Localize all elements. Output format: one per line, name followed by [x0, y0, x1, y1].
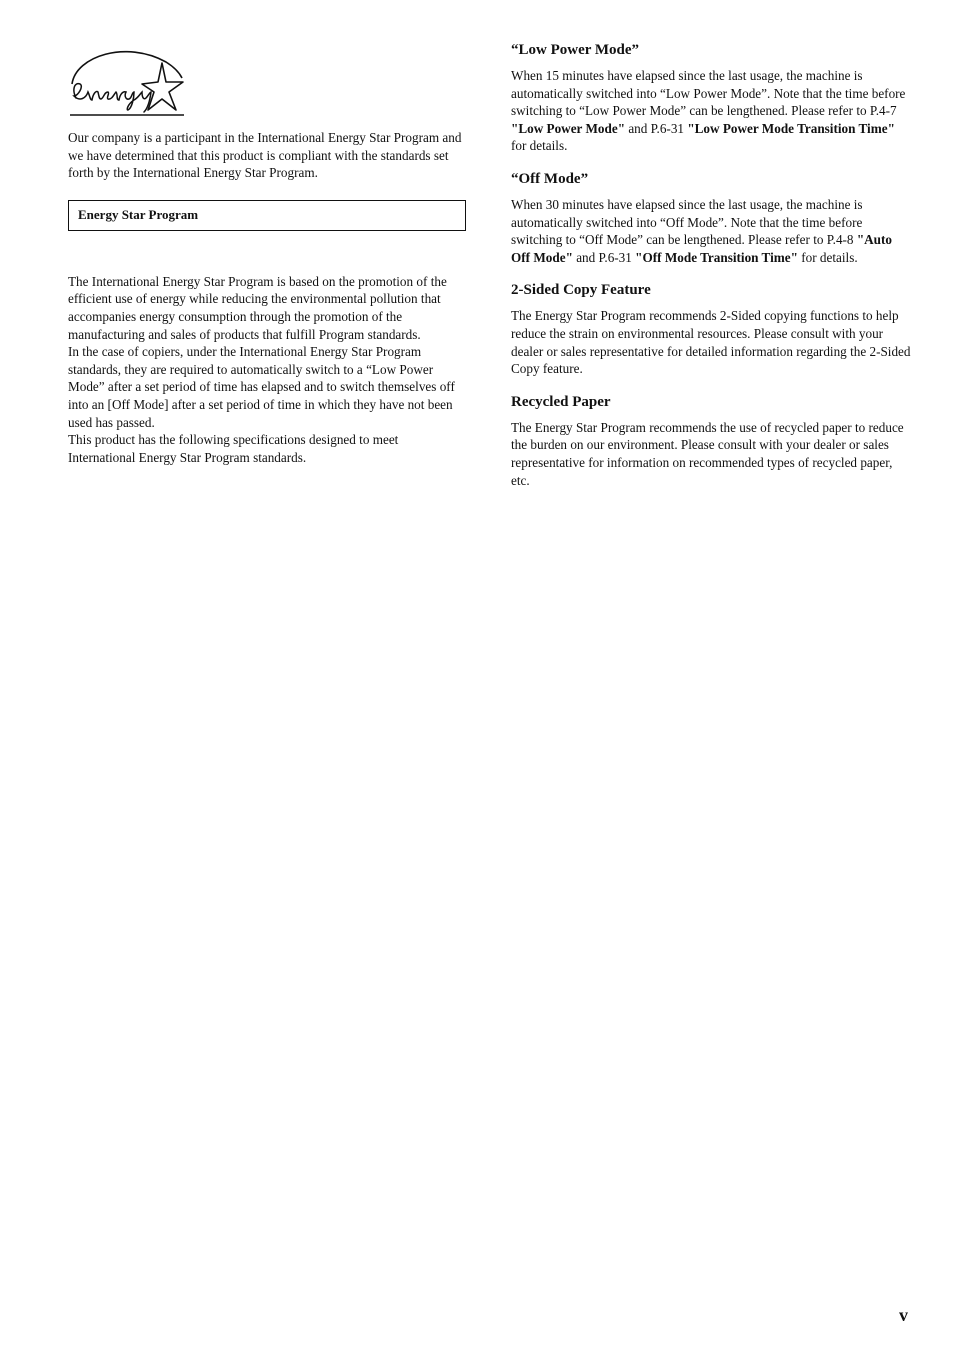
- section-paragraph: [511, 196, 911, 266]
- text-segment: When 30 minutes have elapsed since the last usage, the machine is automatically switched into “Off Mode”. Note that the time before switching to “Off Mode” can be lengthened. Please refer to P.4-8: [511, 196, 863, 248]
- energy-star-program-box: [68, 200, 466, 231]
- energy-star-program-title: Energy Star Program: [78, 206, 199, 222]
- program-paragraph: In the case of copiers, under the International Energy Star Program standards, they are required to automatically switch to a “Low Power Mode” after a set period of time has elapsed and to switch themselves off into an [Off Mode] after a set period of time in which they have not been used has passed.: [68, 344, 455, 430]
- text-segment: When 15 minutes have elapsed since the last usage, the machine is automatically switched into “Low Power Mode”. Note that the time before switching to “Low Power Mode” can be lengthened. Please refer to P.4-7: [511, 68, 906, 119]
- section-heading: Recycled Paper: [511, 393, 611, 410]
- reference-link: "Auto Off Mode": [511, 232, 892, 265]
- energy-star-logo: [66, 46, 186, 118]
- section-heading: 2-Sided Copy Feature: [511, 282, 651, 299]
- section-heading: “Low Power Mode”: [511, 42, 640, 58]
- program-paragraph: This product has the following specifications designed to meet International Energy Star Program standards.: [68, 432, 399, 465]
- two-sided-copy-section: [511, 280, 911, 377]
- reference-link: "Low Power Mode Transition Time": [687, 120, 895, 136]
- section-paragraph: [511, 67, 911, 155]
- intro-paragraph: Our company is a participant in the International Energy Star Program and we have determined that this product is compliant with the standards set forth by the International Energy Star Program.: [68, 130, 462, 181]
- recycled-paper-section: [511, 392, 911, 489]
- reference-link: "Low Power Mode": [511, 120, 626, 136]
- text-segment: for details.: [797, 249, 858, 265]
- right-column: [511, 40, 911, 503]
- text-segment: and P.6-31: [572, 249, 636, 265]
- section-paragraph: The Energy Star Program recommends the use of recycled paper to reduce the burden on our environment. Please consult with your dealer or sales representative for information on recommended types of recycled paper, etc.: [511, 419, 904, 488]
- section-paragraph: The Energy Star Program recommends 2-Sided copying functions to help reduce the strain on environmental resources. Please consult with your dealer or sales representative for detailed information regarding the 2-Sided Copy feature.: [511, 308, 911, 377]
- page-number: v: [899, 1305, 908, 1325]
- text-segment: for details.: [511, 138, 568, 154]
- off-mode-section: [511, 169, 911, 266]
- left-column: [68, 129, 466, 466]
- section-heading: “Off Mode”: [511, 170, 589, 187]
- reference-link: "Off Mode Transition Time": [635, 249, 798, 265]
- text-segment: and P.6-31: [625, 120, 688, 136]
- low-power-mode-section: [511, 40, 911, 155]
- program-paragraph: The International Energy Star Program is based on the promotion of the efficient use of energy while reducing the environmental pollution that accompanies energy consumption through the promotion of the manufacturing and sales of products that fulfill Program standards.: [68, 273, 447, 342]
